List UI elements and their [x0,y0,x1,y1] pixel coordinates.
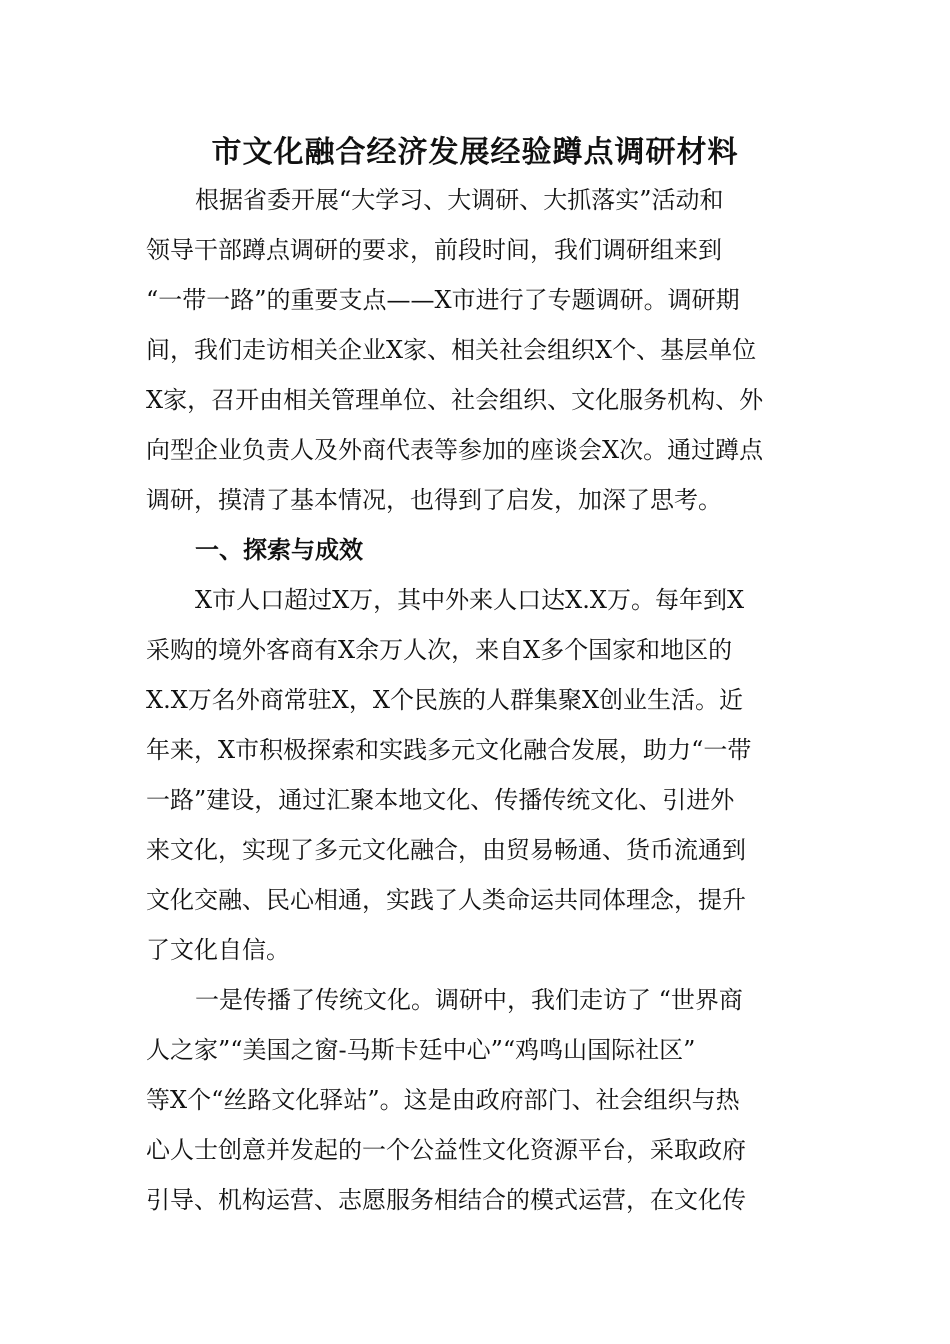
paragraph-line: 心人士创意并发起的一个公益性文化资源平台，采取政府 [146,1136,746,1164]
paragraph-line: 人之家”“美国之窗-马斯卡廷中心”“鸡鸣山国际社区” [146,1036,696,1064]
section-heading: 一、探索与成效 [195,536,363,564]
paragraph-line: 一路”建设，通过汇聚本地文化、传播传统文化、引进外 [146,786,735,814]
paragraph-line: “一带一路”的重要支点——X市进行了专题调研。调研期 [146,286,740,314]
paragraph-line: 来文化，实现了多元文化融合，由贸易畅通、货币流通到 [146,836,746,864]
document-title: 市文化融合经济发展经验蹲点调研材料 [211,135,739,170]
paragraph-line: 调研，摸清了基本情况，也得到了启发，加深了思考。 [146,486,722,514]
paragraph-line: 文化交融、民心相通，实践了人类命运共同体理念，提升 [146,886,746,914]
paragraph-line: 年来，X市积极探索和实践多元文化融合发展，助力“一带 [146,736,752,764]
paragraph-line: 向型企业负责人及外商代表等参加的座谈会X次。通过蹲点 [146,436,764,464]
paragraph-line: 间，我们走访相关企业X家、相关社会组织X个、基层单位 [146,336,757,364]
paragraph-line: X.X万名外商常驻X，X个民族的人群集聚X创业生活。近 [146,686,744,714]
paragraph-line: 引导、机构运营、志愿服务相结合的模式运营，在文化传 [146,1186,746,1214]
paragraph-line: X家，召开由相关管理单位、社会组织、文化服务机构、外 [146,386,764,414]
paragraph-line: 了文化自信。 [146,936,290,964]
paragraph-line: 等X个“丝路文化驿站”。这是由政府部门、社会组织与热 [146,1086,740,1114]
paragraph-line: X市人口超过X万，其中外来人口达X.X万。每年到X [195,586,745,614]
paragraph-line: 一是传播了传统文化。调研中，我们走访了 “世界商 [195,986,743,1014]
paragraph-line: 采购的境外客商有X余万人次，来自X多个国家和地区的 [146,636,733,664]
paragraph-line: 根据省委开展“大学习、大调研、大抓落实”活动和 [195,186,724,214]
paragraph-line: 领导干部蹲点调研的要求，前段时间，我们调研组来到 [146,236,722,264]
